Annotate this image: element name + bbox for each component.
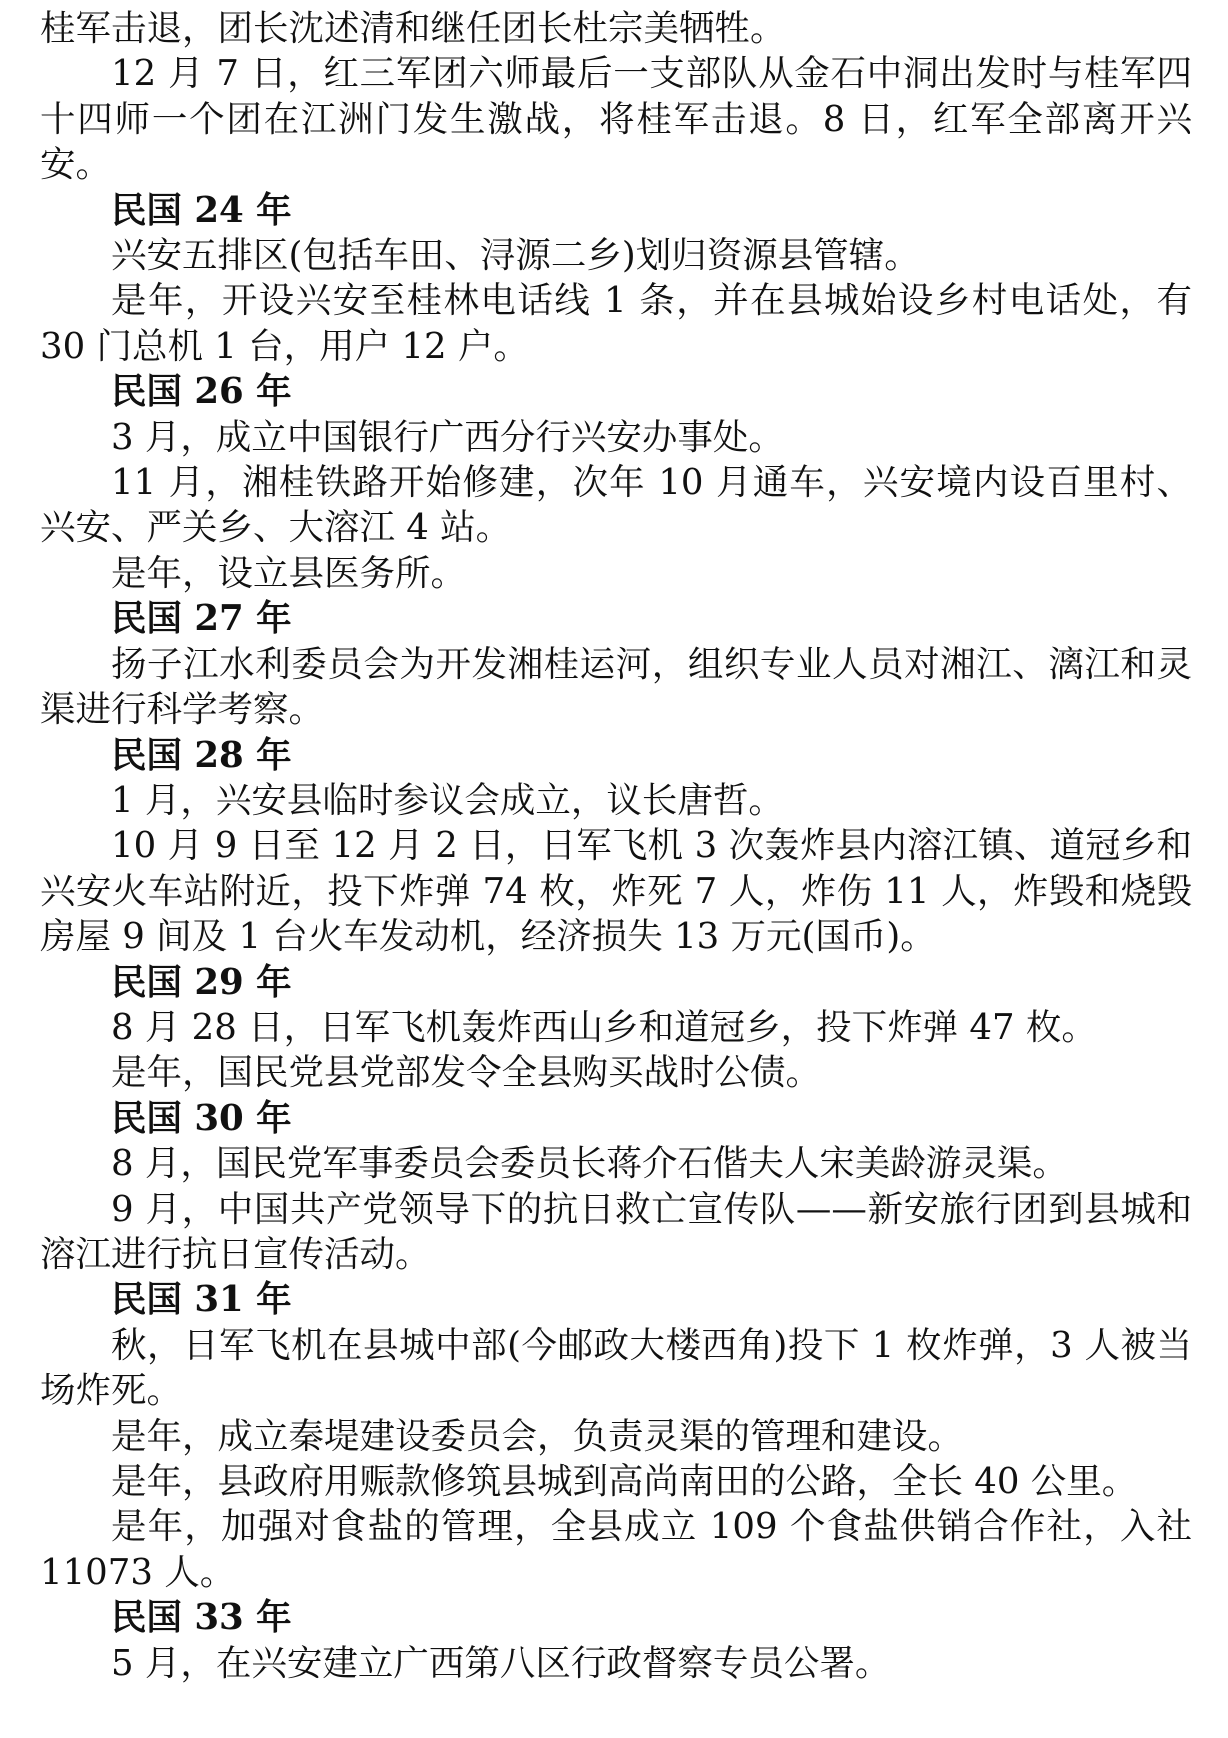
paragraph: 1 月，兴安县临时参议会成立，议长唐哲。 xyxy=(111,779,784,821)
document-page xyxy=(40,6,1192,1686)
year-heading: 民国 29 年 xyxy=(111,961,292,1003)
paragraph: 8 月，国民党军事委员会委员长蒋介石偕夫人宋美龄游灵渠。 xyxy=(111,1143,1068,1185)
paragraph-continued: 桂军击退，团长沈述清和继任团长杜宗美牺牲。 xyxy=(40,8,786,49)
year-heading: 民国 33 年 xyxy=(111,1597,292,1639)
paragraph: 12 月 7 日，红三军团六师最后一支部队从金石中洞出发时与桂军四十四师一个团在江洲门发生激战，将桂军击退。8 日，红军全部离开兴安。 xyxy=(40,53,1192,186)
paragraph: 是年，开设兴安至桂林电话线 1 条，并在县城始设乡村电话处，有 30 门总机 1 台，用户 12 户。 xyxy=(40,280,1193,367)
paragraph: 是年，国民党县党部发令全县购买战时公债。 xyxy=(111,1052,822,1094)
paragraph: 是年，县政府用赈款修筑县城到高尚南田的公路，全长 40 公里。 xyxy=(111,1461,1138,1502)
year-heading: 民国 26 年 xyxy=(111,371,292,413)
paragraph: 是年，成立秦堤建设委员会，负责灵渠的管理和建设。 xyxy=(111,1415,964,1457)
paragraph: 扬子江水利委员会为开发湘桂运河，组织专业人员对湘江、漓江和灵渠进行科学考察。 xyxy=(40,643,1192,731)
year-heading: 民国 24 年 xyxy=(111,189,292,231)
paragraph: 9 月，中国共产党领导下的抗日救亡宣传队——新安旅行团到县城和溶江进行抗日宣传活动。 xyxy=(40,1188,1192,1275)
paragraph: 3 月，成立中国银行广西分行兴安办事处。 xyxy=(111,416,784,458)
paragraph: 10 月 9 日至 12 月 2 日，日军飞机 3 次轰炸县内溶江镇、道冠乡和兴安火车站附近，投下炸弹 74 枚，炸死 7 人，炸伤 11 人，炸毁和烧毁房屋 9 间及 1 台火车发动机，经济损失 13 万元(国币)。 xyxy=(40,825,1192,958)
paragraph: 是年，加强对食盐的管理，全县成立 109 个食盐供销合作社，入社 11073 人。 xyxy=(40,1506,1192,1593)
paragraph: 11 月，湘桂铁路开始修建，次年 10 月通车，兴安境内设百里村、兴安、严关乡、大溶江 4 站。 xyxy=(40,462,1192,549)
paragraph: 秋，日军飞机在县城中部(今邮政大楼西角)投下 1 枚炸弹，3 人被当场炸死。 xyxy=(40,1324,1192,1412)
year-heading: 民国 28 年 xyxy=(111,734,292,776)
year-heading: 民国 27 年 xyxy=(111,598,292,640)
year-heading: 民国 30 年 xyxy=(111,1097,292,1139)
year-heading: 民国 31 年 xyxy=(111,1279,292,1321)
paragraph: 8 月 28 日，日军飞机轰炸西山乡和道冠乡，投下炸弹 47 枚。 xyxy=(111,1006,1097,1048)
paragraph: 是年，设立县医务所。 xyxy=(111,552,467,594)
paragraph: 5 月，在兴安建立广西第八区行政督察专员公署。 xyxy=(111,1642,891,1684)
paragraph: 兴安五排区(包括车田、浔源二乡)划归资源县管辖。 xyxy=(111,235,920,277)
